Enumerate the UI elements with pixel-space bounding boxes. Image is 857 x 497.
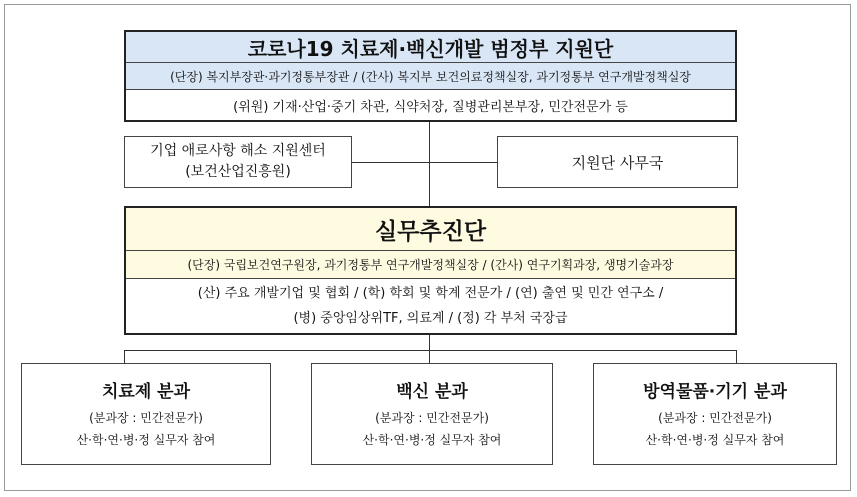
connector-to-office — [429, 162, 497, 163]
division-title: 치료제 분과 — [101, 382, 191, 402]
division-title: 방역물품·기기 분과 — [643, 382, 787, 402]
division-head: (분과장 : 민간전문가) — [375, 411, 489, 425]
working-group-members-line-2: (병) 중앙임상위TF, 의료계 / (정) 각 부처 국장급 — [293, 311, 568, 326]
office-box — [497, 136, 738, 188]
division-head: (분과장 : 민간전문가) — [658, 411, 772, 425]
division-therapeutics — [21, 363, 271, 465]
working-group-members-line-1: (산) 주요 개발기업 및 협회 / (학) 학회 및 학계 전문가 / (연) 출연 및 민간 연구소 / — [197, 286, 664, 301]
task-force-box — [124, 30, 737, 122]
working-group-leaders: (단장) 국립보건연구원장, 과기정통부 연구개발정책실장 / (간사) 연구기획과장, 생명기술과장 — [126, 251, 735, 279]
task-force-title: 코로나19 치료제·백신개발 범정부 지원단 — [126, 32, 735, 63]
division-participants: 산·학·연·병·정 실무자 참여 — [362, 433, 502, 447]
support-center-box — [124, 136, 352, 188]
division-participants: 산·학·연·병·정 실무자 참여 — [645, 433, 785, 447]
working-group-members — [126, 279, 735, 333]
connector-main-vertical — [429, 122, 430, 206]
connector-to-division-2 — [429, 350, 430, 363]
division-participants: 산·학·연·병·정 실무자 참여 — [76, 433, 216, 447]
connector-horizontal-bus — [124, 350, 737, 351]
connector-to-division-1 — [124, 350, 125, 363]
support-center-org: (보건산업진흥원) — [185, 164, 291, 180]
connector-to-division-3 — [736, 350, 737, 363]
task-force-members: (위원) 기재·산업·중기 차관, 식약처장, 질병관리본부장, 민간전문가 등 — [233, 99, 628, 115]
division-title: 백신 분과 — [396, 382, 468, 402]
division-quarantine-supplies — [593, 363, 837, 465]
working-group-title: 실무추진단 — [126, 208, 735, 251]
connector-to-support-center — [352, 162, 429, 163]
division-vaccine — [311, 363, 553, 465]
office-label: 지원단 사무국 — [571, 153, 664, 172]
working-group-box — [124, 206, 737, 335]
division-head: (분과장 : 민간전문가) — [89, 411, 203, 425]
connector-lower-vertical — [429, 335, 430, 350]
task-force-leaders: (단장) 복지부장관·과기정통부장관 / (간사) 복지부 보건의료정책실장, 과기정통부 연구개발정책실장 — [126, 63, 735, 90]
support-center-name: 기업 애로사항 해소 지원센터 — [150, 143, 326, 159]
